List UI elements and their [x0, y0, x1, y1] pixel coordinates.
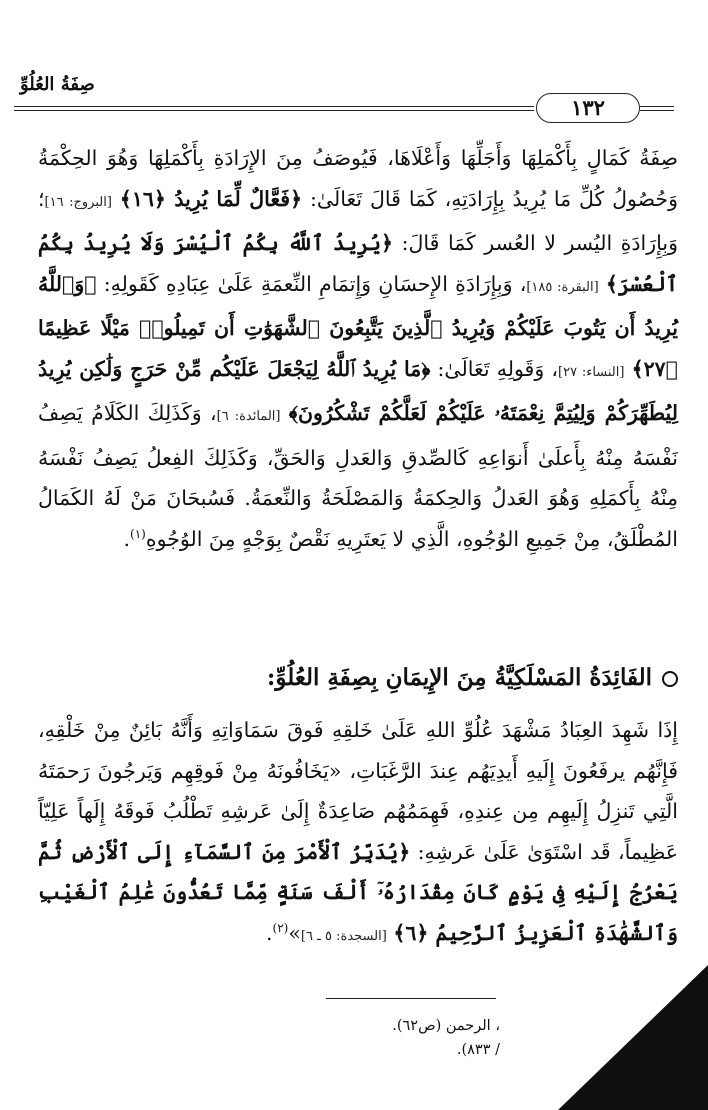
verse-citation: [البقرة: ١٨٥] — [526, 279, 599, 295]
verse-citation: [السجدة: ٥ ـ ٦] — [300, 928, 387, 944]
header-rule — [640, 106, 674, 107]
body-text: » — [288, 920, 301, 945]
body-text: إِذَا شَهِدَ العِبَادُ مَشْهَدَ عُلُوِّ اللهِ عَلَىٰ خَلقِهِ فَوقَ سَمَاوَاتِهِ وَأَنَّهُ بَائِنٌ مِنْ خَلْقِهِ، فَإِنَّهُم يرفَعُونَ إِلَيهِ أَيدِيَهُم عِندَ الرَّغَبَاتِ، «يَخَافُونَهُ مِنْ فَوقِهِم وَيَرجُونَ رَحمَتَهُ الَّتِي تَنزِلُ إِلَيهِم مِن عِندِهِ، فَهِمَمُهُم صَاعِدَةٌ إِلَىٰ عَرشِهِ تَطْلُبُ فَوقَهُ إِلَهاً عَلِيّاً عَظِيماً، قَد اسْتَوَىٰ عَلَىٰ عَرشِهِ: — [38, 718, 679, 864]
quran-verse: ﴿وَٱللَّهُ يُرِيدُ أَن يَتُوبَ عَلَيْكُمْ وَيُرِيدُ ٱلَّذِينَ يَتَّبِعُونَ ٱلشَّهَوَٰتِ أَن تَمِيلُوا۟ مَيْلًا عَظِيمًا ﴿٢٧﴾ — [38, 271, 678, 381]
circle-bullet-icon — [662, 671, 678, 687]
quran-verse: ﴿يُرِيدُ ٱللَّهُ بِكُمُ ٱلْيُسْرَ وَلَا يُرِيدُ بِكُمُ ٱلْعُسْرَ﴾ — [38, 231, 678, 296]
verse-citation: [المائدة: ٦] — [216, 409, 281, 424]
body-text: صِفَةُ كَمَالٍ بِأَكْمَلِهَا وَأَجَلِّهَا وَأَعْلَاهَا، فَيُوصَفُ مِنَ الإِرَادَةِ بِأَكْمَلِهَا وَهُوَ الحِكْمَةُ وَحُصُولُ كُلِّ مَا يُرِيدُ بِإِرَادَتِهِ، كَمَا قَالَ تَعَالَىٰ: — [38, 146, 678, 211]
page-corner-shadow — [558, 965, 708, 1110]
footnote-ref: (١) — [130, 526, 146, 541]
footnote-1: ، الرحمن (ص٦٢). — [392, 1018, 500, 1034]
verse-citation: [النساء: ٢٧] — [558, 364, 625, 380]
quran-verse: ﴿مَا يُرِيدُ ٱللَّهُ لِيَجْعَلَ عَلَيْكُم مِّنْ حَرَجٍ وَلَٰكِن يُرِيدُ لِيُطَهِّرَكُمْ وَلِيُتِمَّ نِعْمَتَهُۥ عَلَيْكُمْ لَعَلَّكُمْ تَشْكُرُونَ﴾ — [38, 356, 678, 425]
body-text: ، وَبِإِرَادَةِ الإِحسَانِ وَإِتمَامِ النِّعمَةِ عَلَىٰ عِبَادِهِ كَقَولِهِ: — [96, 271, 527, 296]
body-text: . — [123, 526, 131, 551]
quran-verse: ﴿فَعَّالٌ لِّمَا يُرِيدُ ﴿١٦﴾ — [119, 186, 303, 211]
page-number: ١٣٢ — [536, 93, 640, 123]
header-rule — [14, 106, 534, 107]
header-rule — [14, 110, 534, 111]
footnote-2: / ٨٣٣). — [456, 1042, 500, 1058]
running-title: صِفَةُ العُلُوِّ — [20, 74, 95, 95]
body-text: ، وَكَذَلِكَ الكَلَامُ يَصِفُ نَفْسَهُ مِنْهُ بِأَعلَىٰ أَنوَاعِهِ كَالصِّدقِ وَالعَدلِ وَالحَقِّ، وَكَذَلِكَ الفِعلُ يَصِفُ نَفْسَهُ مِنْهُ بِأَكمَلِهِ وَهُوَ العَدلُ وَالحِكمَةُ وَالمَصْلَحَةُ وَالنِّعمَةُ. فَسُبحَانَ مَنْ لَهُ الكَمَالُ المُطْلَقُ، مِنْ جَمِيعِ الوُجُوهِ، الَّذِي لا يَعتَرِيهِ نَقْصٌ بِوَجْهٍ مِنَ الوُجُوهِ — [38, 401, 678, 551]
section-heading-text: الفَائِدَةُ المَسْلَكِيَّةُ مِنَ الإِيمَانِ بِصِفَةِ العُلُوِّ: — [266, 664, 652, 691]
paragraph-2 — [38, 710, 678, 957]
header-rule — [640, 110, 674, 111]
body-text: ، وَقَولِهِ تَعَالَىٰ: — [430, 356, 559, 381]
footnote-separator — [326, 998, 496, 999]
verse-citation: [البروج: ١٦] — [44, 194, 112, 210]
paragraph-1 — [38, 138, 678, 559]
footnotes — [300, 1014, 500, 1062]
section-heading — [38, 658, 678, 698]
footnote-ref: (٢) — [272, 920, 289, 935]
quran-verse: ﴿يُدَبِّرُ ٱلْأَمْرَ مِنَ ٱلسَّمَآءِ إِلَى ٱلْأَرْضِ ثُمَّ يَعْرُجُ إِلَيْهِ فِى يَوْمٍ كَانَ مِقْدَارُهُۥٓ أَلْفَ سَنَةٍ مِّمَّا تَعُدُّونَ عَٰلِمُ ٱلْغَيْبِ وَٱلشَّهَٰدَةِ ٱلْعَزِيزُ ٱلرَّحِيمُ ﴿٦﴾ — [38, 839, 678, 945]
body-text: . — [265, 920, 273, 945]
body-text: ؛ وَبِإِرَادَةِ اليُسر لا العُسر كَمَا قَالَ: — [38, 186, 678, 255]
